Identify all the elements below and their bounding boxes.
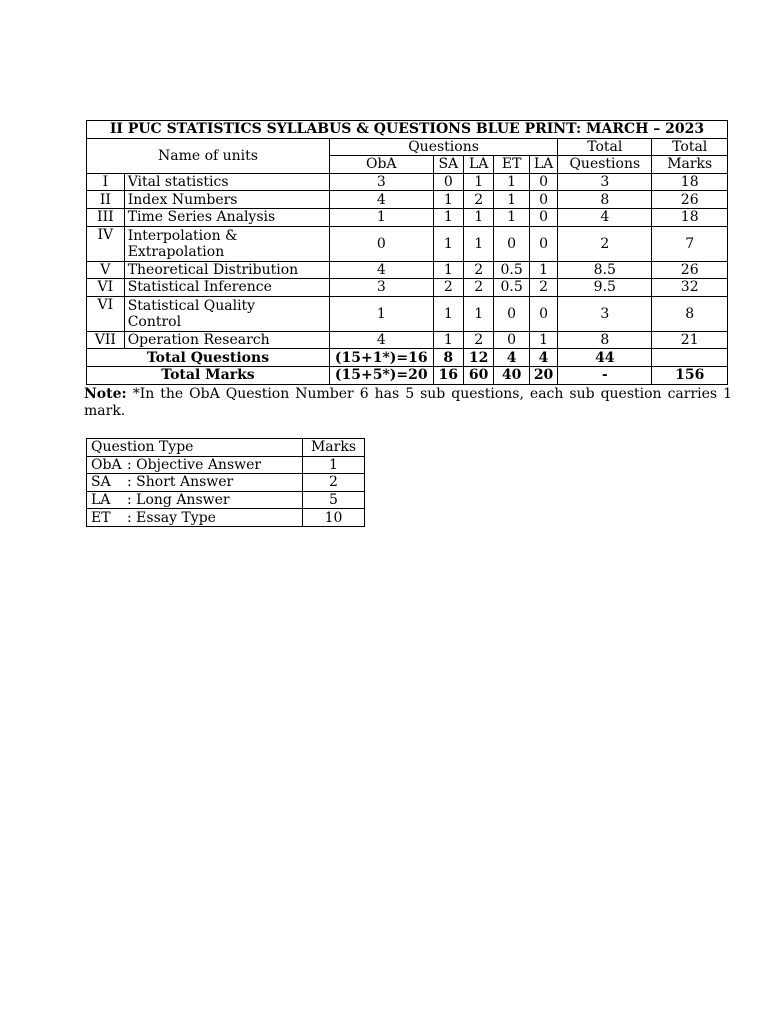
total-marks-cell: 18 <box>652 173 728 191</box>
table-row <box>87 191 728 209</box>
la-cell: 1 <box>463 226 493 261</box>
question-type-row <box>87 474 365 492</box>
name-of-units-header: Name of units <box>87 138 330 173</box>
la-cell: 1 <box>463 296 493 331</box>
col-header-sa: SA <box>433 156 463 174</box>
total-questions-header-line2: Questions <box>558 156 652 174</box>
et-cell: 1 <box>494 191 530 209</box>
la2-cell: 0 <box>529 191 557 209</box>
question-type-marks: 5 <box>303 491 365 509</box>
sa-cell: 0 <box>433 173 463 191</box>
et-cell: 0 <box>494 226 530 261</box>
total-marks-label: Total Marks <box>87 366 330 384</box>
la2-cell: 1 <box>529 261 557 279</box>
header-row-1 <box>87 138 728 156</box>
total-marks-cell <box>652 349 728 367</box>
question-type-cell <box>87 509 303 527</box>
total-marks-cell: 26 <box>652 261 728 279</box>
et-cell: 40 <box>494 366 530 384</box>
la2-cell: 1 <box>529 331 557 349</box>
unit-name-line1: Statistical Quality <box>127 297 256 314</box>
col-header-oba: ObA <box>329 156 433 174</box>
col-header-la: LA <box>463 156 493 174</box>
total-questions-cell: 9.5 <box>558 279 652 297</box>
unit-name <box>124 296 329 331</box>
la2-cell: 20 <box>529 366 557 384</box>
sa-cell: 16 <box>433 366 463 384</box>
question-type-marks: 1 <box>303 456 365 474</box>
table-row <box>87 261 728 279</box>
unit-number: VII <box>87 331 125 349</box>
oba-cell: 0 <box>329 226 433 261</box>
la-cell: 2 <box>463 261 493 279</box>
question-type-abbr: SA <box>91 474 111 491</box>
total-marks-cell: 156 <box>652 366 728 384</box>
total-marks-cell: 32 <box>652 279 728 297</box>
question-type-marks: 2 <box>303 474 365 492</box>
la2-cell: 2 <box>529 279 557 297</box>
oba-cell: 1 <box>329 208 433 226</box>
et-cell: 0.5 <box>494 279 530 297</box>
unit-name: Time Series Analysis <box>124 208 329 226</box>
unit-name: Vital statistics <box>124 173 329 191</box>
total-marks-row <box>87 366 728 384</box>
la-cell: 1 <box>463 208 493 226</box>
total-marks-cell: 26 <box>652 191 728 209</box>
question-type-desc: : Short Answer <box>127 474 234 491</box>
question-type-cell <box>87 491 303 509</box>
total-questions-header-line1: Total <box>558 138 652 156</box>
unit-name: Operation Research <box>124 331 329 349</box>
unit-name-line1: Interpolation & <box>127 227 238 244</box>
et-cell: 0 <box>494 331 530 349</box>
question-type-abbr: LA <box>91 492 111 509</box>
la2-cell: 0 <box>529 173 557 191</box>
total-questions-cell: 44 <box>558 349 652 367</box>
col-header-et: ET <box>494 156 530 174</box>
table-row <box>87 226 728 261</box>
et-cell: 1 <box>494 208 530 226</box>
total-questions-cell: 4 <box>558 208 652 226</box>
oba-cell: (15+5*)=20 <box>329 366 433 384</box>
total-questions-cell: 8 <box>558 191 652 209</box>
total-questions-cell: 8.5 <box>558 261 652 279</box>
question-type-marks: 10 <box>303 509 365 527</box>
total-marks-cell: 8 <box>652 296 728 331</box>
la2-cell: 0 <box>529 296 557 331</box>
question-type-abbr: ET <box>91 509 111 526</box>
table-row <box>87 279 728 297</box>
title-row <box>87 121 728 139</box>
marks-header: Marks <box>303 439 365 457</box>
table-title: II PUC STATISTICS SYLLABUS & QUESTIONS BLUE PRINT: MARCH – 2023 <box>87 121 728 139</box>
unit-name-line2: Control <box>127 313 182 330</box>
unit-name: Theoretical Distribution <box>124 261 329 279</box>
unit-number: VI <box>87 296 125 331</box>
et-cell: 0.5 <box>494 261 530 279</box>
unit-number: VI <box>87 279 125 297</box>
total-questions-cell: 3 <box>558 296 652 331</box>
total-questions-cell: 2 <box>558 226 652 261</box>
et-cell: 1 <box>494 173 530 191</box>
sa-cell: 1 <box>433 226 463 261</box>
la-cell: 2 <box>463 279 493 297</box>
la2-cell: 4 <box>529 349 557 367</box>
table-row <box>87 296 728 331</box>
question-type-abbr: ObA <box>91 456 122 473</box>
unit-number: V <box>87 261 125 279</box>
la2-cell: 0 <box>529 226 557 261</box>
table-row <box>87 208 728 226</box>
la-cell: 12 <box>463 349 493 367</box>
question-type-row <box>87 491 365 509</box>
et-cell: 4 <box>494 349 530 367</box>
la-cell: 2 <box>463 331 493 349</box>
sa-cell: 1 <box>433 296 463 331</box>
oba-cell: 1 <box>329 296 433 331</box>
total-marks-header-line1: Total <box>652 138 728 156</box>
total-marks-header-line2: Marks <box>652 156 728 174</box>
sa-cell: 1 <box>433 191 463 209</box>
oba-cell: (15+1*)=16 <box>329 349 433 367</box>
unit-number: IV <box>87 226 125 261</box>
note-text: *In the ObA Question Number 6 has 5 sub questions, each sub question carries 1 mark. <box>84 386 733 419</box>
total-questions-cell: 8 <box>558 331 652 349</box>
question-type-row <box>87 456 365 474</box>
total-questions-label: Total Questions <box>87 349 330 367</box>
sa-cell: 1 <box>433 208 463 226</box>
sa-cell: 8 <box>433 349 463 367</box>
unit-name: Index Numbers <box>124 191 329 209</box>
et-cell: 0 <box>494 296 530 331</box>
oba-cell: 4 <box>329 191 433 209</box>
oba-cell: 3 <box>329 173 433 191</box>
unit-number: II <box>87 191 125 209</box>
question-type-desc: : Essay Type <box>127 509 216 526</box>
sa-cell: 1 <box>433 261 463 279</box>
unit-name <box>124 226 329 261</box>
col-header-la-2: LA <box>529 156 557 174</box>
total-marks-cell: 18 <box>652 208 728 226</box>
total-marks-cell: 7 <box>652 226 728 261</box>
oba-cell: 4 <box>329 331 433 349</box>
question-type-cell <box>87 474 303 492</box>
total-questions-row <box>87 349 728 367</box>
sa-cell: 2 <box>433 279 463 297</box>
total-questions-cell: 3 <box>558 173 652 191</box>
question-type-cell <box>87 456 303 474</box>
la-cell: 2 <box>463 191 493 209</box>
note-paragraph <box>84 386 732 420</box>
questions-header: Questions <box>329 138 557 156</box>
question-type-header-row <box>87 439 365 457</box>
sa-cell: 1 <box>433 331 463 349</box>
blueprint-table <box>86 120 728 385</box>
table-row <box>87 173 728 191</box>
question-type-table <box>86 438 365 527</box>
oba-cell: 3 <box>329 279 433 297</box>
unit-name-line2: Extrapolation <box>127 243 225 260</box>
question-type-desc: : Long Answer <box>127 492 230 509</box>
unit-number: I <box>87 173 125 191</box>
note-label: Note: <box>84 386 127 402</box>
unit-name: Statistical Inference <box>124 279 329 297</box>
question-type-row <box>87 509 365 527</box>
question-type-desc: : Objective Answer <box>127 456 262 473</box>
total-marks-cell: 21 <box>652 331 728 349</box>
la2-cell: 0 <box>529 208 557 226</box>
question-type-header: Question Type <box>87 439 303 457</box>
unit-number: III <box>87 208 125 226</box>
la-cell: 1 <box>463 173 493 191</box>
oba-cell: 4 <box>329 261 433 279</box>
total-questions-cell: - <box>558 366 652 384</box>
table-row <box>87 331 728 349</box>
la-cell: 60 <box>463 366 493 384</box>
